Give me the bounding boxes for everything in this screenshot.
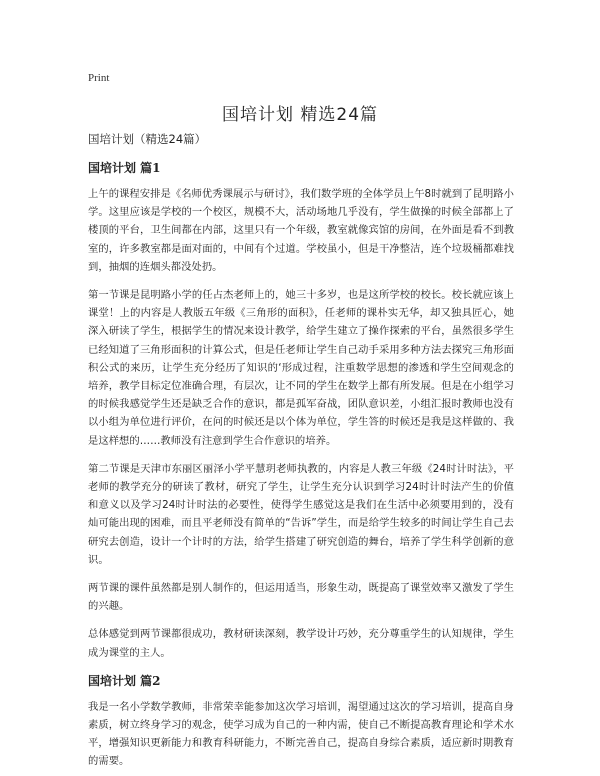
section-1	[88, 159, 514, 662]
page-title: 国培计划 精选24篇	[221, 105, 379, 125]
paragraph: 上午的课程安排是《名师优秀课展示与研讨》，我们数学班的全体学员上午8时就到了昆明路小学。这里应该是学校的一个校区，规模不大，活动场地几乎没有，学生做操的时候全部都上了楼顶的平台，卫生间都在内部，这里只有一个年级，教室就像宾馆的房间，在外面是看不到教室的，许多教室都是面对面的，中间有个过道。学校虽小，但是干净整洁，连个垃圾桶都难找到，抽烟的连烟头都没处扔。	[88, 188, 514, 273]
paragraph: 第一节课是昆明路小学的任占杰老师上的，她三十多岁，也是这所学校的校长。校长就应该上课堂！上的内容是人教版五年级《三角形的面积》，任老师的课朴实无华，却又独具匠心，她深入研读了学生，根据学生的情况来设计教学，给学生建立了操作探索的平台，虽然很多学生已经知道了三角形面积的计算公式，但是任老师让学生自己动手采用多种方法去探究三角形面积公式的来历，让学生充分经历了知识的‘形成过程，注重数学思想的渗透和学生空间观念的培养，教学目标定位准确合理，有层次，让不同的学生在数学上都有所发展。但是在小组学习的时候我感觉学生还是缺乏合作的意识，都是孤军奋战，团队意识差，小组汇报时教师也没有以小组为单位进行评价，在问的时候还是以个体为单位，学生答的时候还是我是这样做的、我是这样想的……教师没有注意到学生合作意识的培养。	[88, 289, 514, 447]
paragraph: 总体感觉到两节课都很成功，教材研读深刻，教学设计巧妙，充分尊重学生的认知规律，学生成为课堂的主人。	[88, 628, 514, 659]
section-2	[88, 672, 514, 771]
print-link[interactable]: Print	[88, 72, 110, 84]
section-heading: 国培计划 篇1	[88, 161, 161, 175]
document-body	[88, 130, 514, 776]
document-subtitle: 国培计划（精选24篇）	[88, 132, 207, 146]
paragraph: 我是一名小学数学教师，非常荣幸能参加这次学习培训，渴望通过这次的学习培训，提高自身素质，树立终身学习的观念，使学习成为自己的一种内需，使自己不断提高教育理论和学术水平，增强知识更新能力和教育科研能力，不断完善自己，提高自身综合素质，适应新时期教育的需要。	[88, 700, 514, 768]
paragraph: 两节课的课件虽然都是别人制作的，但运用适当，形象生动，既提高了课堂效率又激发了学生的兴趣。	[88, 582, 514, 613]
section-heading: 国培计划 篇2	[88, 673, 161, 688]
paragraph: 第二节课是天津市东丽区丽泽小学平慧玥老师执教的，内容是人教三年级《24时计时法》，平老师的教学充分的研读了教材，研究了学生，让学生充分认识到学习24时计时法产生的价值和意义以及学习24时计时法的必要性，使得学生感觉这是我们在生活中必须要用到的，没有灿可能出现的困难，而且平老师没有简单的“告诉”学生，而是给学生较多的时间让学生自己去研究去创造，设计一个计时的方法，给学生搭建了研究创造的舞台，培养了学生科学创新的意识。	[88, 462, 514, 566]
